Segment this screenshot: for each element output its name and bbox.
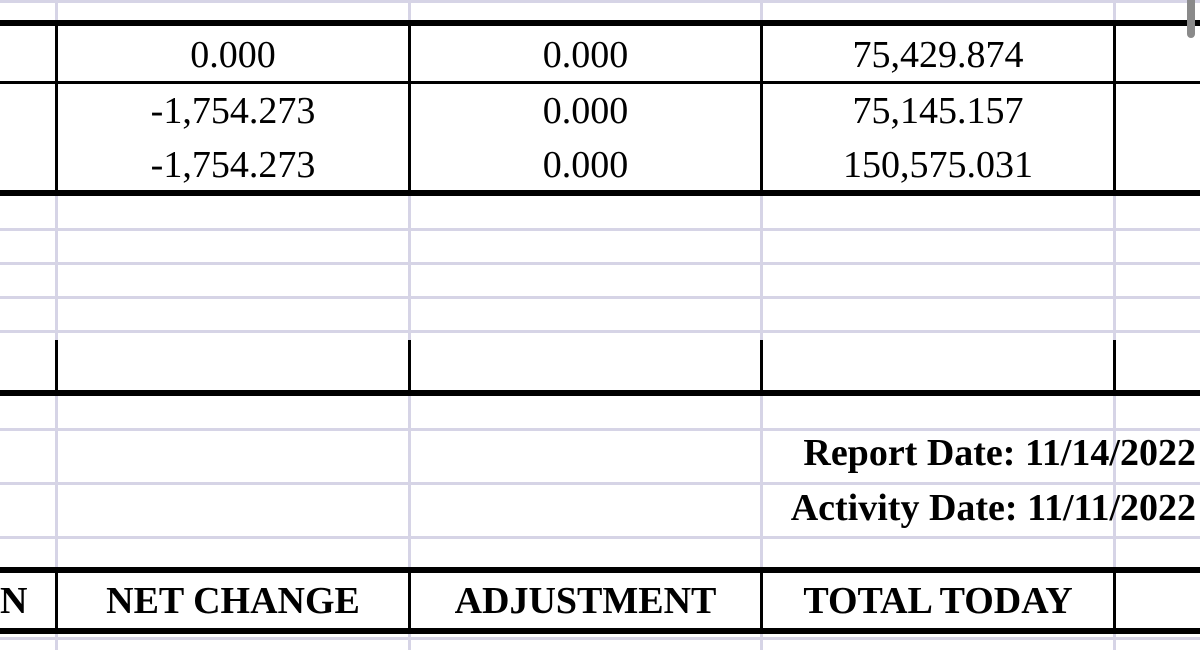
- gridline: [0, 296, 1200, 299]
- activity-date[interactable]: [791, 486, 1196, 530]
- table-border: [0, 20, 1200, 26]
- cell-net-change[interactable]: -1,754.273: [150, 90, 316, 132]
- cell-net-change[interactable]: 0.000: [190, 34, 276, 76]
- report-date-label: Report Date:: [803, 432, 1016, 474]
- table-border: [1113, 20, 1116, 196]
- gridline: [0, 228, 1200, 231]
- gridline: [0, 637, 1200, 640]
- cell-adjustment[interactable]: 0.000: [542, 90, 629, 132]
- header-adjustment[interactable]: ADJUSTMENT: [454, 579, 717, 622]
- gridline: [0, 482, 1200, 485]
- cell-total-today[interactable]: 150,575.031: [843, 144, 1033, 186]
- table-border: [0, 628, 1200, 634]
- gridline: [0, 330, 1200, 333]
- table-border: [408, 340, 411, 396]
- table-border: [1113, 340, 1116, 396]
- activity-date-value: 11/11/2022: [1027, 487, 1196, 529]
- table-border: [0, 390, 1200, 396]
- table-border: [1113, 567, 1116, 634]
- cell-adjustment[interactable]: 0.000: [542, 34, 629, 76]
- gridline: [0, 262, 1200, 265]
- header-net-change[interactable]: NET CHANGE: [106, 579, 360, 622]
- gridline: [0, 536, 1200, 539]
- table-border: [760, 340, 763, 396]
- cell-total-today[interactable]: 75,429.874: [852, 34, 1024, 76]
- cell-total-today[interactable]: 75,145.157: [852, 90, 1024, 132]
- table-border: [55, 340, 58, 396]
- header-partial[interactable]: N: [0, 579, 28, 622]
- gridline: [0, 0, 1200, 3]
- activity-date-label: Activity Date:: [790, 487, 1018, 529]
- header-total-today[interactable]: TOTAL TODAY: [803, 579, 1073, 622]
- cell-net-change[interactable]: -1,754.273: [150, 144, 316, 186]
- scrollbar-thumb[interactable]: [1187, 0, 1195, 38]
- cell-adjustment[interactable]: 0.000: [542, 144, 629, 186]
- report-date[interactable]: [803, 431, 1196, 475]
- report-date-value: 11/14/2022: [1024, 432, 1196, 474]
